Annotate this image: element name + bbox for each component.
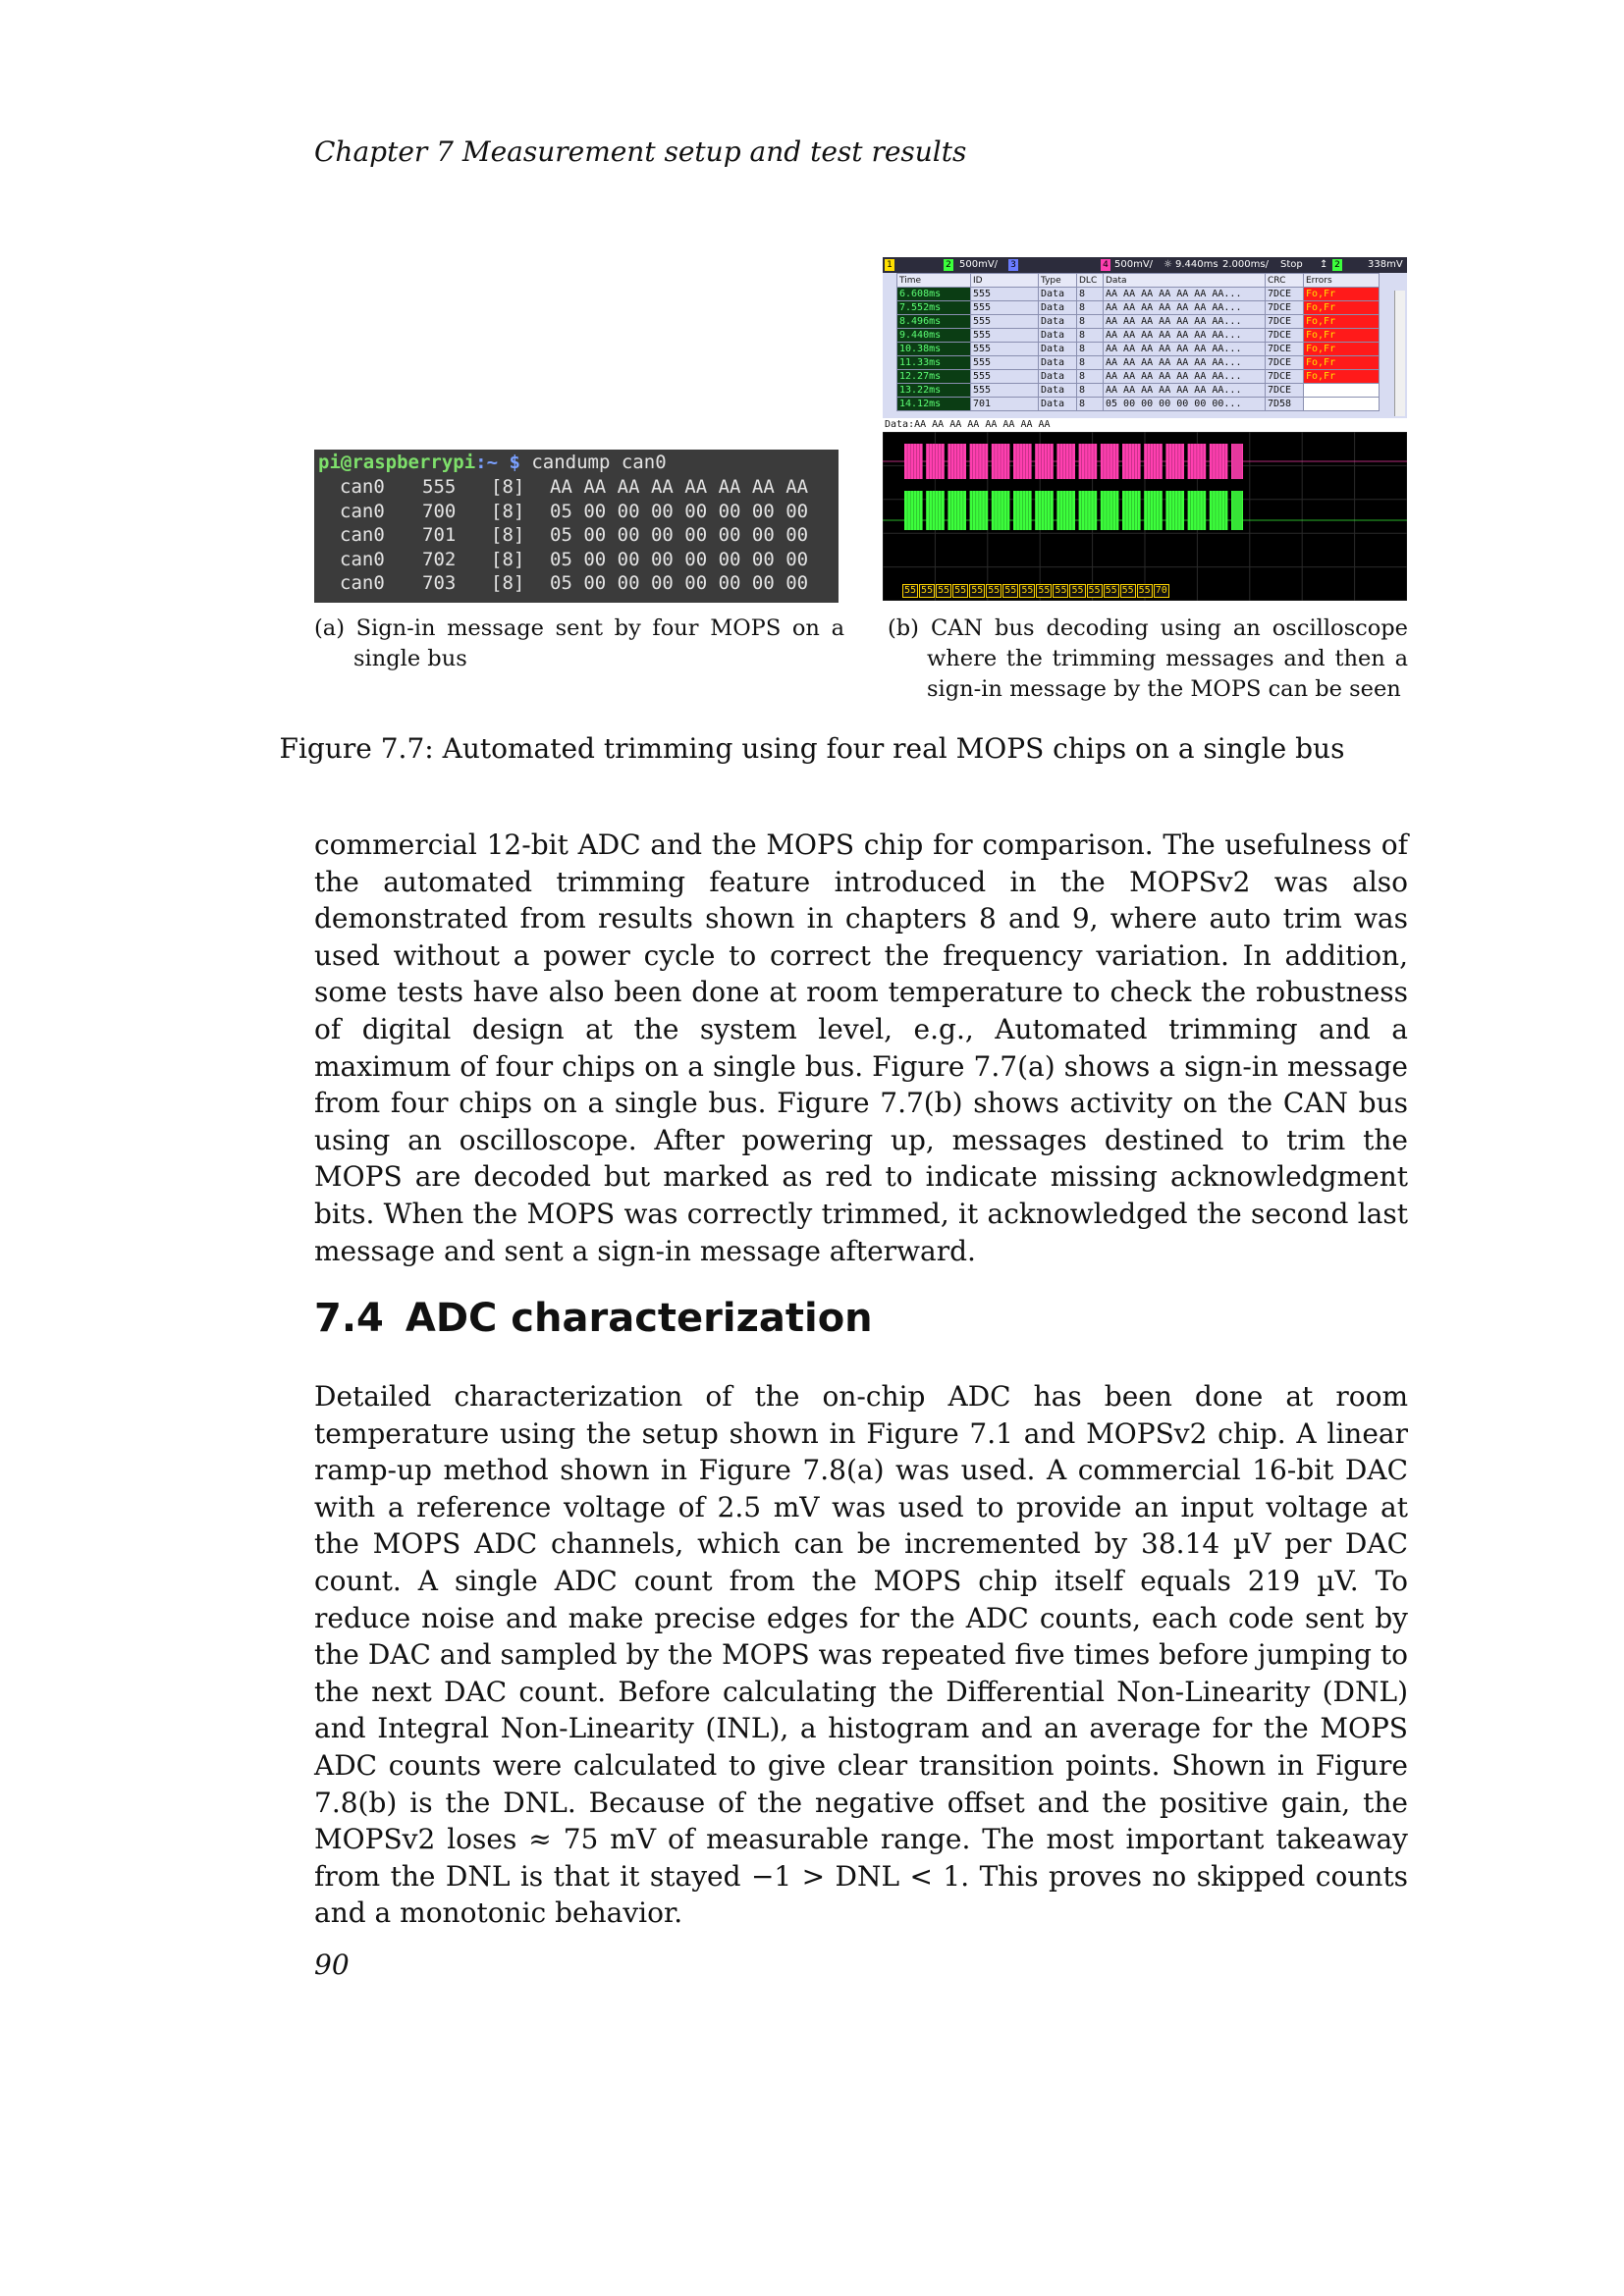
bus-label: 55 [954, 585, 967, 596]
subcaption-a [314, 614, 844, 674]
terminal-data: AA AA AA AA AA AA AA AA [550, 476, 809, 498]
ch1-indicator: 1 [885, 259, 894, 271]
terminal-row [314, 500, 839, 524]
decode-cell-id: 555 [971, 343, 1039, 356]
terminal-rows [314, 475, 839, 596]
trigger-channel: 2 [1332, 259, 1342, 271]
decode-cell-time: 8.496ms [897, 315, 971, 329]
decode-cell-time: 13.22ms [897, 384, 971, 398]
section-title: ADC characterization [405, 1296, 873, 1341]
prompt-command: candump can0 [519, 452, 667, 473]
decode-cell-id: 555 [971, 329, 1039, 343]
decode-cell-id: 555 [971, 315, 1039, 329]
bus-label: 55 [938, 585, 950, 596]
decode-row [897, 329, 1380, 343]
decode-cell-time: 7.552ms [897, 301, 971, 315]
decode-cell-errors: Fo,Fr [1304, 343, 1380, 356]
body-paragraph-2: Detailed characterization of the on-chip ADC has been done at room temperature using the setup shown in Figure 7.1 and MOPSv2 chip. A linear ramp-up method shown in Figure 7.8(a) was used. A commercial 16-bit DAC with a reference voltage of 2.5 mV was used to provide an input voltage at the MOPS ADC channels, which can be incremented by 38.14 µV per DAC count. A single ADC count from the MOPS chip itself equals 219 µV. To reduce noise and make precise edges for the ADC counts, each code sent by the DAC and sampled by the MOPS was repeated five times before jumping to the next DAC count. Before calculating the Differential Non-Linearity (DNL) and Integral Non-Linearity (INL), a histogram and an average for the MOPS ADC counts were calculated to give clear transition points. Shown in Figure 7.8(b) is the DNL. Because of the negative offset and the positive gain, the MOPSv2 loses ≈ 75 mV of measurable range. The most important takeaway from the DNL is that it stayed −1 > DNL < 1. This proves no skipped counts and a monotonic behavior. [314, 1380, 1408, 1930]
terminal-can-id: 700 [422, 500, 457, 522]
terminal-data: 05 00 00 00 00 00 00 00 [550, 548, 809, 570]
bus-label: 55 [971, 585, 984, 596]
decode-cell-time: 12.27ms [897, 370, 971, 384]
bus-label: 55 [1088, 585, 1101, 596]
terminal-row [314, 571, 839, 596]
terminal-can-id: 703 [422, 572, 457, 595]
bus-label: 55 [904, 585, 917, 596]
decode-cell-id: 555 [971, 301, 1039, 315]
terminal-dlc: [8] [491, 548, 525, 570]
decode-cell-crc: 7D58 [1266, 398, 1304, 411]
decode-row [897, 356, 1380, 370]
decode-cell-type: Data [1039, 329, 1077, 343]
terminal-row [314, 475, 839, 500]
subcaption-b-text: CAN bus decoding using an oscilloscope where the trimming messages and then a sign-in message by the MOPS can be seen [927, 615, 1408, 702]
page-number: 90 [314, 1949, 350, 1981]
decode-cell-data: 05 00 00 00 00 00 00... [1104, 398, 1266, 411]
decode-cell-id: 555 [971, 370, 1039, 384]
decode-cell-type: Data [1039, 398, 1077, 411]
decode-cell-crc: 7DCE [1266, 301, 1304, 315]
decode-cell-crc: 7DCE [1266, 370, 1304, 384]
subcaption-a-text: Sign-in message sent by four MOPS on a single bus [353, 615, 844, 671]
terminal-can-id: 702 [422, 548, 457, 570]
bus-label: 55 [1121, 585, 1134, 596]
decode-cell-errors [1304, 398, 1380, 411]
decode-row [897, 398, 1380, 411]
decode-cell-time: 9.440ms [897, 329, 971, 343]
decode-cell-dlc: 8 [1077, 370, 1104, 384]
decode-cell-errors: Fo,Fr [1304, 301, 1380, 315]
decode-cell-type: Data [1039, 301, 1077, 315]
terminal-data: 05 00 00 00 00 00 00 00 [550, 572, 809, 595]
decode-cell-type: Data [1039, 356, 1077, 370]
decode-row [897, 343, 1380, 356]
decode-header-row [897, 274, 1380, 288]
bus-label: 55 [1038, 585, 1051, 596]
col-time: Time [897, 274, 971, 288]
body-paragraph-1: commercial 12-bit ADC and the MOPS chip for comparison. The usefulness of the automated trimming feature introduced in the MOPSv2 was also demonstrated from results shown in chapters 8 and 9, where auto trim was used without a power cycle to correct the frequency variation. In addition, some tests have also been done at room temperature to check the robustness of digital design at the system level, e.g., Automated trimming and a maximum of four chips on a single bus. Figure 7.7(a) shows a sign-in message from four chips on a single bus. Figure 7.7(b) shows activity on the CAN bus using an oscilloscope. After powering up, messages destined to trim the MOPS are decoded but marked as red to indicate missing acknowledgment bits. When the MOPS was correctly trimmed, it acknowledged the second last message and sent a sign-in message afterward. [314, 828, 1408, 1267]
terminal-data: 05 00 00 00 00 00 00 00 [550, 524, 809, 547]
decode-cell-dlc: 8 [1077, 398, 1104, 411]
terminal-row [314, 548, 839, 572]
prompt-path: :~ $ [475, 452, 520, 473]
subcaption-b-tag: (b) [888, 615, 919, 641]
ch3-indicator: 3 [1008, 259, 1018, 271]
bus-label: 55 [921, 585, 934, 596]
decode-cell-dlc: 8 [1077, 329, 1104, 343]
decode-cell-dlc: 8 [1077, 343, 1104, 356]
decode-cell-time: 11.33ms [897, 356, 971, 370]
col-type: Type [1039, 274, 1077, 288]
terminal-iface: can0 [340, 500, 385, 522]
decode-cell-type: Data [1039, 384, 1077, 398]
ch2-scale: 500mV/ [959, 259, 999, 270]
decode-cell-crc: 7DCE [1266, 329, 1304, 343]
bus-label: 55 [1055, 585, 1067, 596]
decode-cell-dlc: 8 [1077, 315, 1104, 329]
subcaption-b [888, 614, 1408, 705]
col-id: ID [971, 274, 1039, 288]
decode-row [897, 301, 1380, 315]
bus-label: 55 [1105, 585, 1117, 596]
sun-icon: ☼ [1164, 259, 1172, 270]
terminal-iface: can0 [340, 572, 385, 595]
bus-label: 55 [1004, 585, 1017, 596]
decode-cell-data: AA AA AA AA AA AA AA... [1104, 301, 1266, 315]
decode-cell-errors: Fo,Fr [1304, 370, 1380, 384]
prompt-user: pi@raspberrypi [318, 452, 476, 473]
decode-cell-data: AA AA AA AA AA AA AA... [1104, 288, 1266, 301]
trigger-icon: ↥ [1320, 259, 1328, 270]
decode-cell-errors: Fo,Fr [1304, 356, 1380, 370]
terminal-dlc: [8] [491, 476, 525, 498]
ch4-indicator: 4 [1101, 259, 1110, 271]
terminal-dlc: [8] [491, 524, 525, 547]
decode-cell-time: 10.38ms [897, 343, 971, 356]
decode-row [897, 315, 1380, 329]
decode-cell-type: Data [1039, 343, 1077, 356]
terminal-iface: can0 [340, 524, 385, 547]
decode-cell-data: AA AA AA AA AA AA AA... [1104, 384, 1266, 398]
terminal-iface: can0 [340, 548, 385, 570]
figure-b-oscilloscope [883, 257, 1407, 601]
time-position: 9.440ms [1175, 259, 1218, 270]
decode-cell-time: 6.608ms [897, 288, 971, 301]
decode-rows [897, 288, 1380, 411]
terminal-data: 05 00 00 00 00 00 00 00 [550, 500, 809, 522]
col-crc: CRC [1266, 274, 1304, 288]
decode-cell-time: 14.12ms [897, 398, 971, 411]
bus-decode-labels [902, 584, 1170, 598]
time-scale: 2.000ms/ [1222, 259, 1269, 270]
subcaption-a-tag: (a) [314, 615, 345, 641]
terminal-can-id: 701 [422, 524, 457, 547]
terminal-iface: can0 [340, 476, 385, 498]
decode-cell-errors [1304, 384, 1380, 398]
decode-cell-errors: Fo,Fr [1304, 329, 1380, 343]
decode-cell-data: AA AA AA AA AA AA AA... [1104, 315, 1266, 329]
decode-cell-dlc: 8 [1077, 384, 1104, 398]
trigger-level: 338mV [1368, 259, 1403, 270]
terminal-dlc: [8] [491, 572, 525, 595]
terminal-dlc: [8] [491, 500, 525, 522]
terminal-row [314, 523, 839, 548]
decode-cell-errors: Fo,Fr [1304, 315, 1380, 329]
decode-table [896, 273, 1380, 411]
decode-cell-data: AA AA AA AA AA AA AA... [1104, 329, 1266, 343]
ch4-scale: 500mV/ [1114, 259, 1154, 270]
bus-label: 55 [1138, 585, 1151, 596]
section-number: 7.4 [314, 1296, 384, 1341]
decode-cell-id: 555 [971, 288, 1039, 301]
terminal-prompt [314, 450, 839, 475]
decode-cell-dlc: 8 [1077, 356, 1104, 370]
bus-label: 55 [988, 585, 1001, 596]
decode-table-panel [883, 273, 1407, 430]
decode-cell-crc: 7DCE [1266, 384, 1304, 398]
figure-caption: Figure 7.7: Automated trimming using four real MOPS chips on a single bus [279, 732, 1345, 765]
decode-cell-id: 701 [971, 398, 1039, 411]
bus-label: 70 [1155, 585, 1167, 596]
figure-a-terminal [314, 450, 839, 603]
decode-cell-id: 555 [971, 356, 1039, 370]
decode-cell-data: AA AA AA AA AA AA AA... [1104, 370, 1266, 384]
section-heading [314, 1296, 873, 1341]
col-dlc: DLC [1077, 274, 1104, 288]
col-data: Data [1104, 274, 1266, 288]
scope-toolbar [883, 257, 1407, 273]
decode-cell-type: Data [1039, 288, 1077, 301]
decode-cell-crc: 7DCE [1266, 288, 1304, 301]
decode-cell-data: AA AA AA AA AA AA AA... [1104, 343, 1266, 356]
decode-cell-dlc: 8 [1077, 288, 1104, 301]
decode-cell-dlc: 8 [1077, 301, 1104, 315]
decode-row [897, 370, 1380, 384]
waveform-display [883, 432, 1407, 601]
terminal-can-id: 555 [422, 476, 457, 498]
acq-mode: Stop [1280, 259, 1303, 270]
running-head: Chapter 7 Measurement setup and test results [314, 135, 967, 168]
decode-cell-id: 555 [971, 384, 1039, 398]
decode-cell-errors: Fo,Fr [1304, 288, 1380, 301]
decode-cell-type: Data [1039, 315, 1077, 329]
decode-cell-crc: 7DCE [1266, 356, 1304, 370]
ch2-indicator: 2 [944, 259, 953, 271]
bus-label: 55 [1021, 585, 1034, 596]
decode-data-line: Data:AA AA AA AA AA AA AA AA [883, 418, 1407, 432]
decode-cell-data: AA AA AA AA AA AA AA... [1104, 356, 1266, 370]
decode-row [897, 288, 1380, 301]
decode-cell-crc: 7DCE [1266, 343, 1304, 356]
decode-row [897, 384, 1380, 398]
decode-scrollbar [1394, 291, 1405, 416]
col-errors: Errors [1304, 274, 1380, 288]
decode-cell-crc: 7DCE [1266, 315, 1304, 329]
bus-label: 55 [1071, 585, 1084, 596]
decode-cell-type: Data [1039, 370, 1077, 384]
